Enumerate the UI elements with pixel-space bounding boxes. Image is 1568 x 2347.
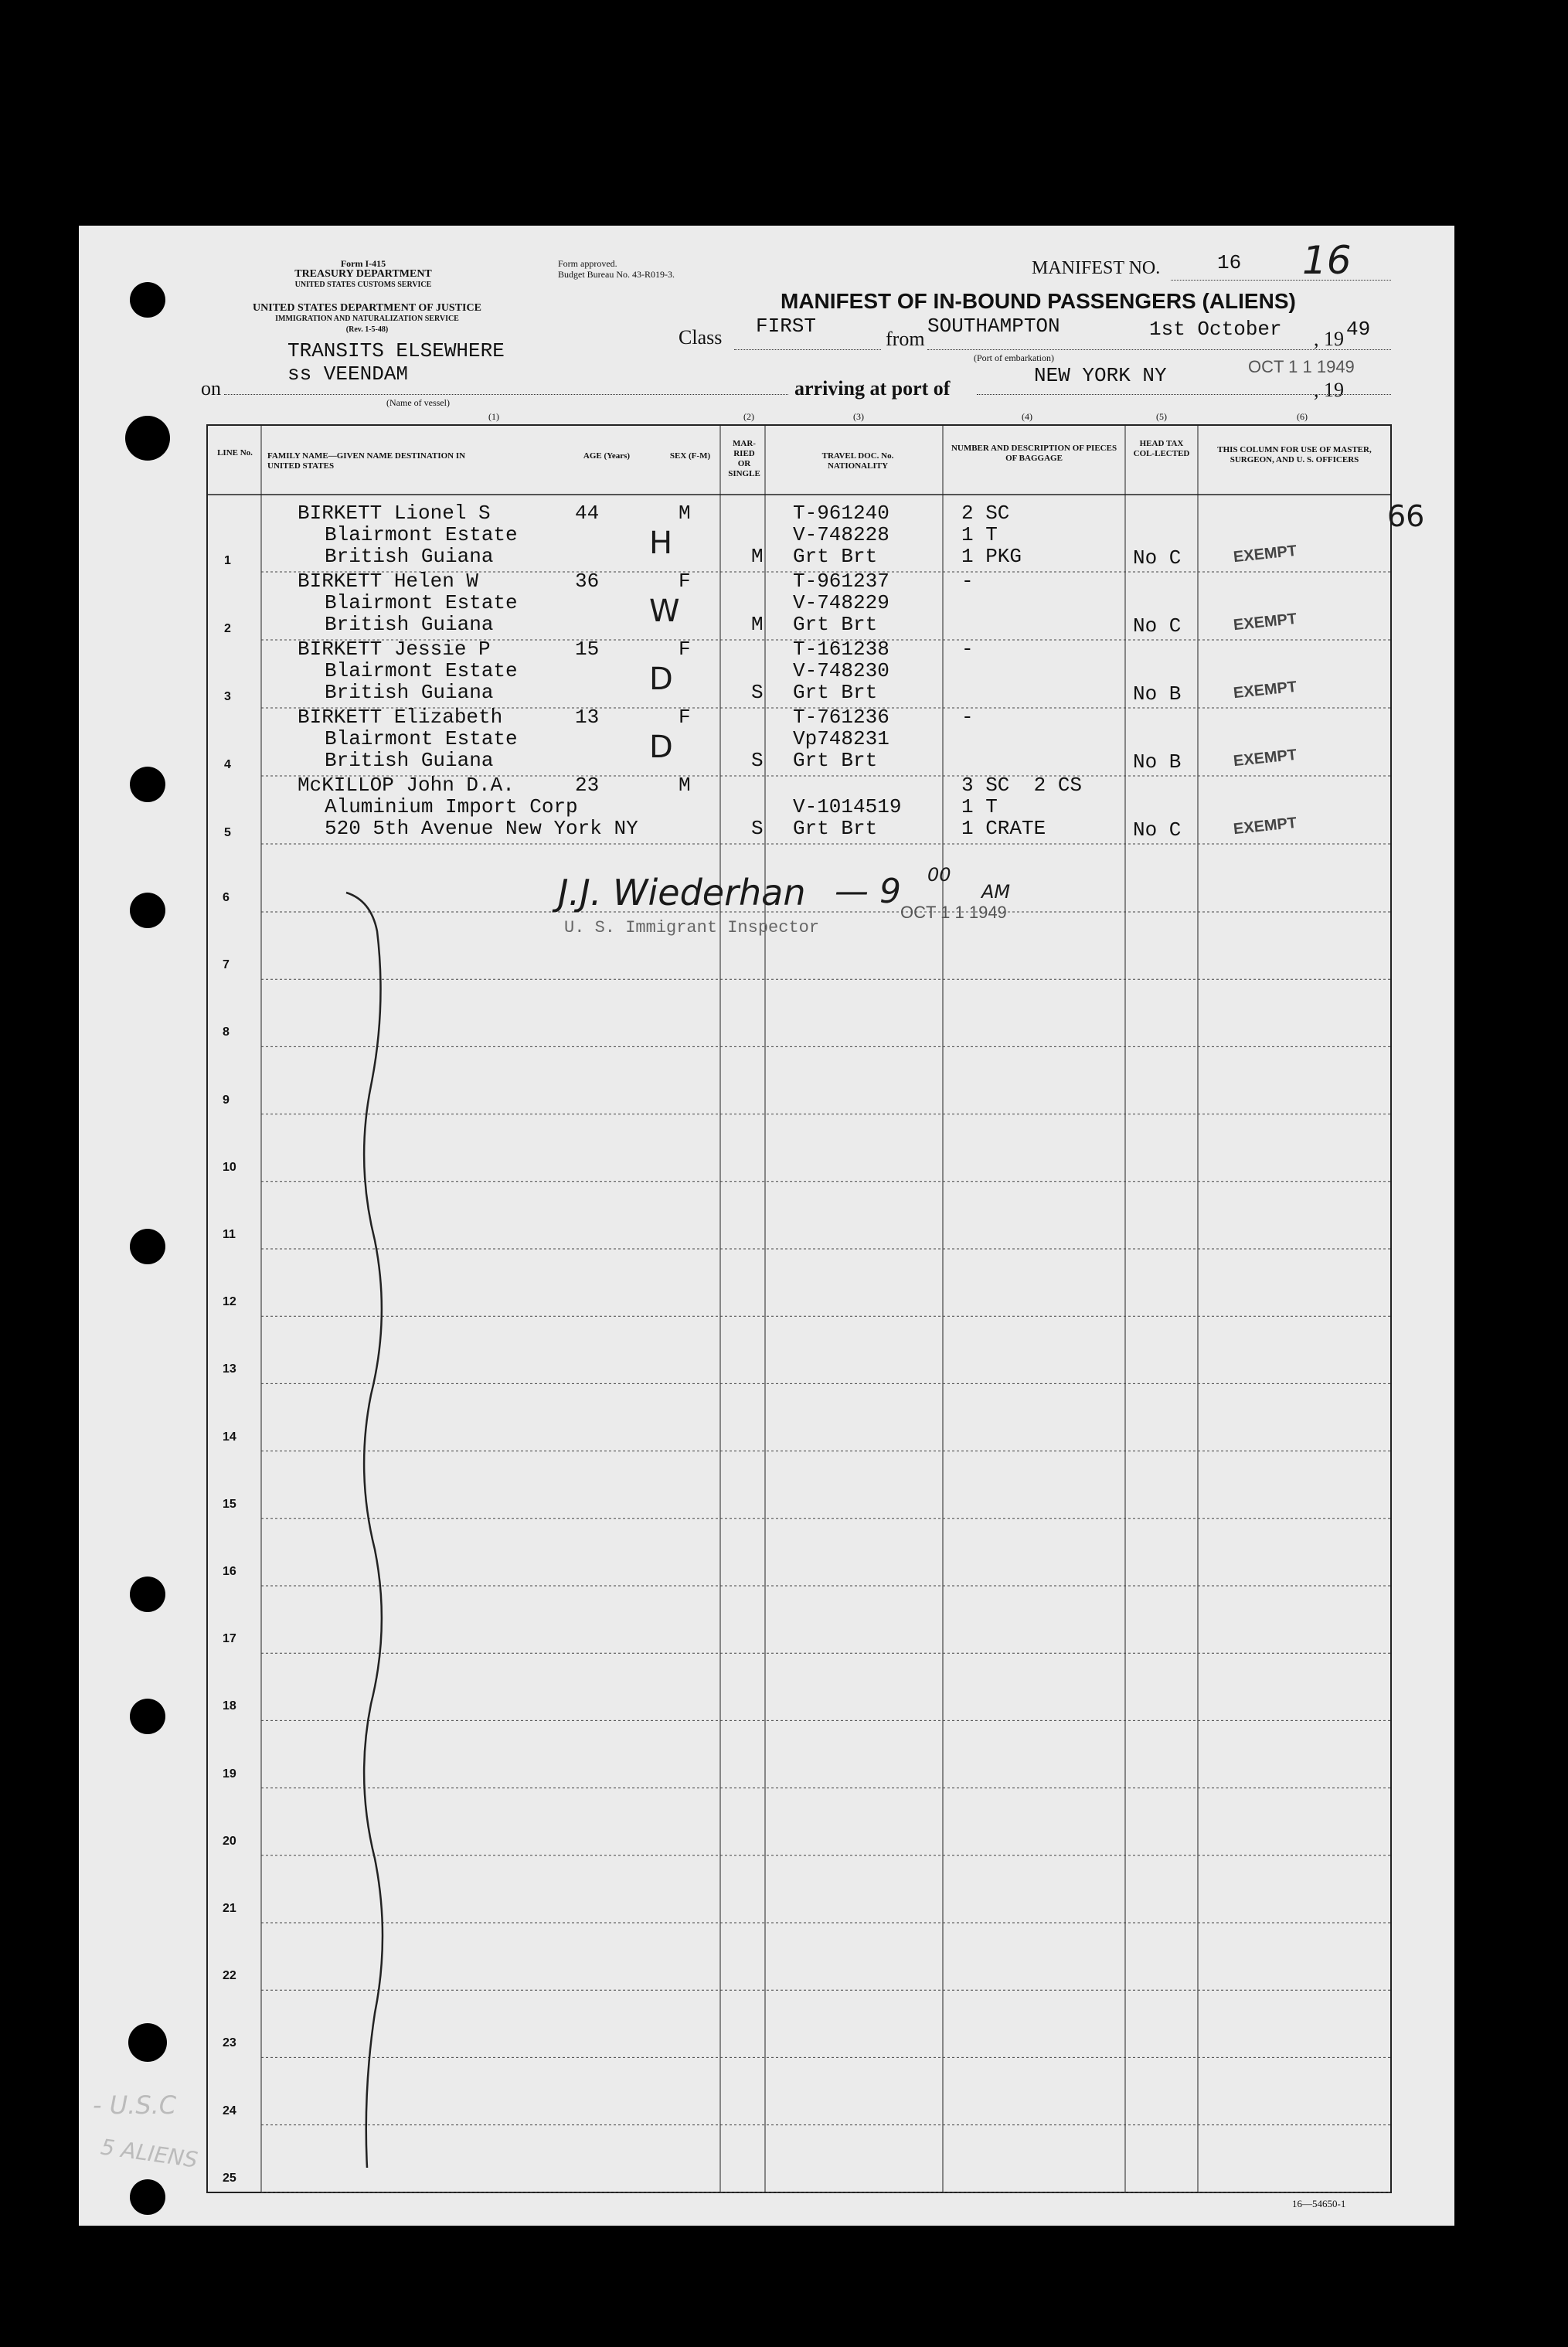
void-wavy-line [340,885,410,2175]
inspector-ampm: AM [981,881,1011,903]
vessel-name: ss VEENDAM [287,362,409,386]
col-header-travel-doc: TRAVEL DOC. No. NATIONALITY [821,451,894,471]
budget-bureau: Budget Bureau No. 43-R019-3. [558,269,675,280]
baggage-2: 1 T [961,523,998,546]
col-header-name: FAMILY NAME—GIVEN NAME DESTINATION IN UNITED STATES [267,451,466,471]
nationality: Grt Brt [793,545,878,568]
empty-line-number: 25 [223,2171,236,2185]
age: 15 [575,638,600,661]
inspector-signature: J.J. Wiederhan [558,872,806,913]
travel-doc-2: Vp748231 [793,727,889,750]
head-tax: No B [1133,750,1182,774]
empty-line-number: 15 [223,1497,236,1511]
col-header-head-tax: HEAD TAX COL-LECTED [1133,439,1190,458]
baggage-3: 1 PKG [961,545,1022,568]
year-value: 49 [1346,318,1371,341]
col-number: (6) [1297,411,1308,422]
sex: F [679,570,691,593]
margin-number: 66 [1387,499,1425,533]
exempt-remark: EXEMPT [1233,814,1298,838]
port-embark-caption: (Port of embarkation) [974,352,1054,363]
customs-service: UNITED STATES CUSTOMS SERVICE [294,281,432,289]
empty-line-number: 9 [223,1093,230,1107]
empty-line-number: 17 [223,1632,236,1646]
passenger-name: BIRKETT Jessie P [298,638,491,661]
travel-doc-1: T-961237 [793,570,889,593]
empty-line-number: 13 [223,1362,236,1376]
col-number: (4) [1022,411,1032,422]
line-number: 4 [224,758,231,771]
empty-line-number: 10 [223,1160,236,1174]
from-label: from [886,328,925,350]
exempt-remark: EXEMPT [1233,610,1298,634]
exempt-remark: EXEMPT [1233,678,1298,702]
line-number: 5 [224,826,231,839]
ins-title: IMMIGRATION AND NATURALIZATION SERVICE [275,315,459,323]
col-header-baggage: NUMBER AND DESCRIPTION OF PIECES OF BAGGAGE [951,444,1117,463]
empty-line-number: 7 [223,958,230,972]
empty-line-number: 22 [223,1969,236,1983]
passenger-name: BIRKETT Elizabeth [298,706,503,729]
col-number: (1) [488,411,499,422]
marital-status: S [751,681,764,704]
line-number: 2 [224,622,231,635]
sex: F [679,706,691,729]
manifest-no-handwritten: 16 [1302,238,1352,283]
form-number: Form I-415 [340,258,386,269]
baggage-1: - [961,570,974,593]
empty-line-number: 8 [223,1026,230,1039]
sex: F [679,638,691,661]
approval-line: Form approved. [558,258,617,269]
nationality: Grt Brt [793,817,878,840]
travel-doc-1: T-961240 [793,502,889,525]
col-header-line: LINE No. [217,448,253,457]
line-number: 3 [224,690,231,703]
empty-line-number: 24 [223,2104,236,2117]
year-prefix: , 19 [1314,328,1344,350]
inspector-time-minutes: 00 [927,864,951,886]
departure-date: 1st October [1149,318,1282,341]
col-header-sex: SEX (F-M) [669,451,711,461]
relationship-code: D [649,662,673,697]
inspection-date-stamp: OCT 1 1 1949 [900,903,1007,922]
empty-line-number: 14 [223,1430,236,1444]
exempt-remark: EXEMPT [1233,746,1298,770]
passenger-name: BIRKETT Lionel S [298,502,491,525]
col-number: (2) [743,411,754,422]
travel-doc-2: V-748230 [793,659,889,682]
passenger-name: McKILLOP John D.A. [298,774,515,797]
age: 36 [575,570,600,593]
destination-line-2: British Guiana [325,613,494,636]
travel-doc-2: V-748229 [793,591,889,614]
marital-status: S [751,749,764,772]
margin-note-aliens: 5 ALIENS [99,2134,199,2173]
head-tax: No B [1133,682,1182,706]
baggage-1: - [961,706,974,729]
vessel-caption: (Name of vessel) [386,397,450,408]
empty-line-number: 19 [223,1767,236,1781]
marital-status: M [751,613,764,636]
relationship-code: D [649,730,673,765]
exempt-remark: EXEMPT [1233,542,1298,566]
empty-line-number: 21 [223,1902,236,1915]
destination-line-1: Blairmont Estate [325,659,518,682]
on-label: on [201,377,221,400]
doj-title: UNITED STATES DEPARTMENT OF JUSTICE [253,302,481,314]
travel-doc-1: T-761236 [793,706,889,729]
class-value: FIRST [756,315,817,338]
col-number: (3) [853,411,864,422]
destination-line-2: British Guiana [325,749,494,772]
year-prefix-2: , 19 [1314,379,1344,401]
arriving-label: arriving at port of [794,377,951,400]
empty-line-number: 23 [223,2036,236,2050]
port-of-arrival: NEW YORK NY [1034,364,1167,387]
class-label: Class [679,326,723,349]
col-header-officers: THIS COLUMN FOR USE OF MASTER, SURGEON, AND U. S. OFFICERS [1217,445,1372,464]
travel-doc-1: T-161238 [793,638,889,661]
baggage-1: 3 SC 2 CS [961,774,1083,797]
empty-line-number: 20 [223,1834,236,1848]
age: 13 [575,706,600,729]
destination-line-2: British Guiana [325,681,494,704]
nationality: Grt Brt [793,681,878,704]
transit-note: TRANSITS ELSEWHERE [287,339,505,362]
sex: M [679,774,691,797]
head-tax: No C [1133,818,1182,842]
relationship-code: W [649,594,680,629]
baggage-3: 1 CRATE [961,817,1046,840]
baggage-2: 1 T [961,795,998,818]
arrival-date-stamp: OCT 1 1 1949 [1248,357,1355,376]
inspector-title: U. S. Immigrant Inspector [564,918,820,937]
destination-line-2: British Guiana [325,545,494,568]
destination-line-1: Blairmont Estate [325,727,518,750]
footer-code: 16—54650-1 [1292,2198,1346,2209]
head-tax: No C [1133,614,1182,638]
col-header-age: AGE (Years) [583,451,631,461]
passenger-name: BIRKETT Helen W [298,570,479,593]
sex: M [679,502,691,525]
age: 44 [575,502,600,525]
revision: (Rev. 1-5-48) [345,325,389,334]
margin-note-usc: - U.S.C [93,2090,177,2120]
line-number: 1 [224,554,231,567]
manifest-no-label: MANIFEST NO. [1032,258,1161,278]
inspector-time: — 9 [835,872,901,911]
marital-status: S [751,817,764,840]
marital-status: M [751,545,764,568]
manifest-no-typed: 16 [1217,251,1242,274]
empty-line-number: 16 [223,1565,236,1578]
nationality: Grt Brt [793,613,878,636]
travel-doc-2: V-1014519 [793,795,902,818]
relationship-code: H [649,526,673,561]
nationality: Grt Brt [793,749,878,772]
age: 23 [575,774,600,797]
destination-line-1: Blairmont Estate [325,591,518,614]
col-number: (5) [1156,411,1167,422]
destination-line-1: Aluminium Import Corp [325,795,578,818]
head-tax: No C [1133,546,1182,570]
baggage-1: - [961,638,974,661]
col-header-married: MAR-RIED OR SINGLE [728,439,760,478]
empty-line-number: 11 [223,1228,236,1241]
empty-line-number: 6 [223,891,230,904]
empty-line-number: 18 [223,1699,236,1713]
manifest-title: MANIFEST OF IN-BOUND PASSENGERS (ALIENS) [781,289,1296,313]
destination-line-1: Blairmont Estate [325,523,518,546]
destination-line-2: 520 5th Avenue New York NY [325,817,638,840]
empty-line-number: 12 [223,1295,236,1309]
baggage-1: 2 SC [961,502,1010,525]
port-of-embarkation: SOUTHAMPTON [927,315,1060,338]
travel-doc-2: V-748228 [793,523,889,546]
department: TREASURY DEPARTMENT [294,268,432,280]
